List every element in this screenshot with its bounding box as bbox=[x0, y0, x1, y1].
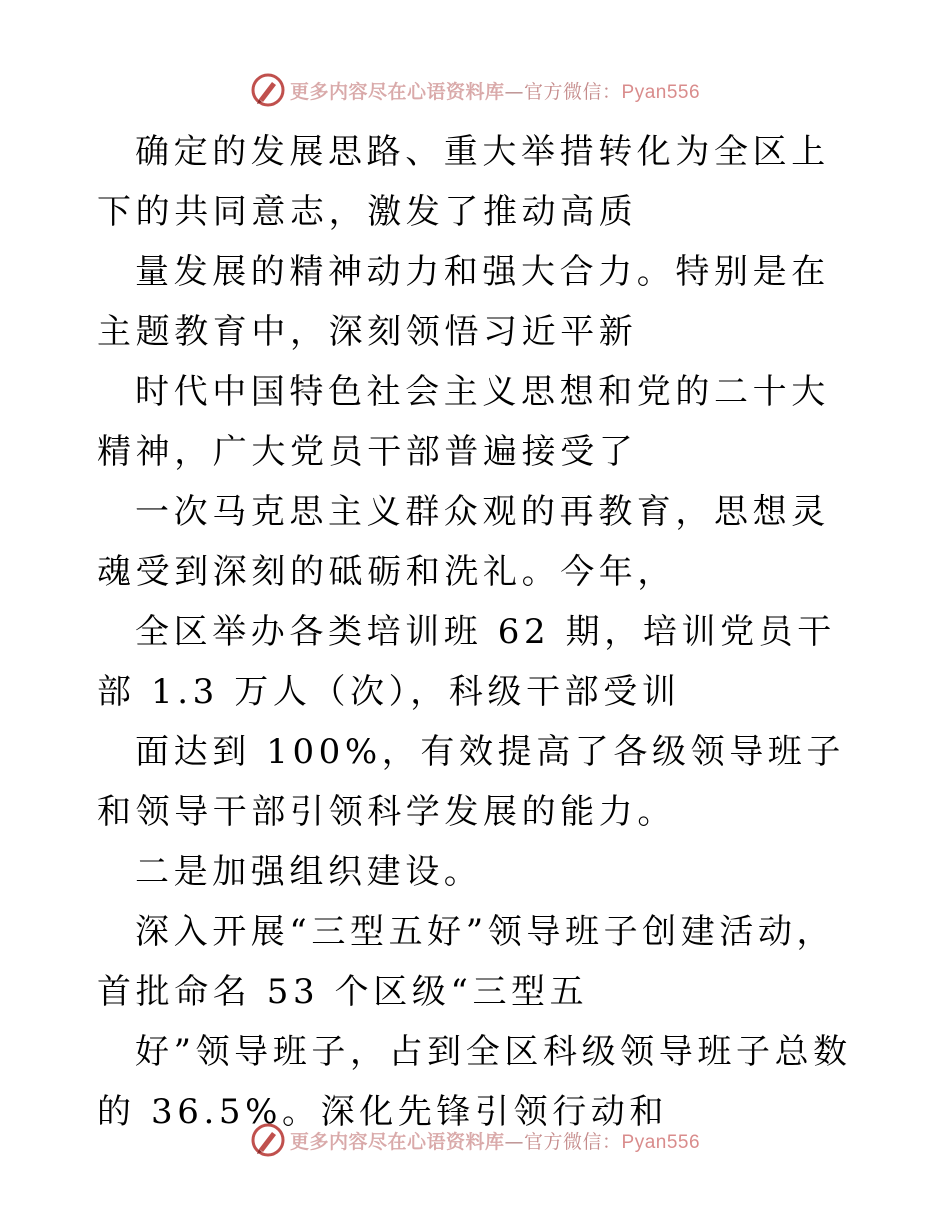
watermark-account: Pyan556 bbox=[621, 81, 701, 103]
watermark-account: Pyan556 bbox=[621, 1131, 701, 1153]
watermark-separator: ： bbox=[602, 1130, 622, 1153]
paragraph-4: 一次马克思主义群众观的再教育，思想灵魂受到深刻的砥砺和洗礼。今年， bbox=[97, 492, 830, 592]
section-heading: 二是加强组织建设。 bbox=[135, 852, 483, 892]
paragraph-1: 确定的发展思路、重大举措转化为全区上下的共同意志，激发了推动高质 bbox=[97, 132, 830, 232]
watermark-brand: 更多内容尽在心语资料库 bbox=[289, 80, 505, 103]
paragraph-6: 面达到 100%，有效提高了各级领导班子和领导干部引领科学发展的能力。 bbox=[97, 732, 846, 832]
paragraph-2: 量发展的精神动力和强大合力。特别是在主题教育中，深刻领悟习近平新 bbox=[97, 252, 830, 352]
watermark-dash: — bbox=[504, 1130, 524, 1153]
watermark-separator: ： bbox=[602, 80, 622, 103]
watermark-dash: — bbox=[504, 80, 524, 103]
paragraph-8: 好”领导班子，占到全区科级领导班子总数的 36.5%。深化先锋引领行动和 bbox=[97, 1032, 852, 1132]
watermark-official: 官方微信 bbox=[523, 80, 602, 103]
watermark-brand: 更多内容尽在心语资料库 bbox=[289, 1130, 505, 1153]
watermark-text bbox=[290, 77, 700, 104]
paragraph-3: 时代中国特色社会主义思想和党的二十大精神，广大党员干部普遍接受了 bbox=[97, 372, 830, 472]
pen-logo-icon bbox=[250, 72, 286, 108]
footer-watermark bbox=[0, 1120, 950, 1160]
paragraph-5: 全区举办各类培训班 62 期，培训党员干部 1.3 万人（次），科级干部受训 bbox=[97, 612, 836, 712]
header-watermark bbox=[0, 70, 950, 110]
pen-logo-icon bbox=[250, 1122, 286, 1158]
watermark-official: 官方微信 bbox=[523, 1130, 602, 1153]
paragraph-7: 深入开展“三型五好”领导班子创建活动，首批命名 53 个区级“三型五 bbox=[97, 912, 836, 1012]
watermark-text bbox=[290, 1127, 700, 1154]
document-body bbox=[97, 122, 857, 1142]
